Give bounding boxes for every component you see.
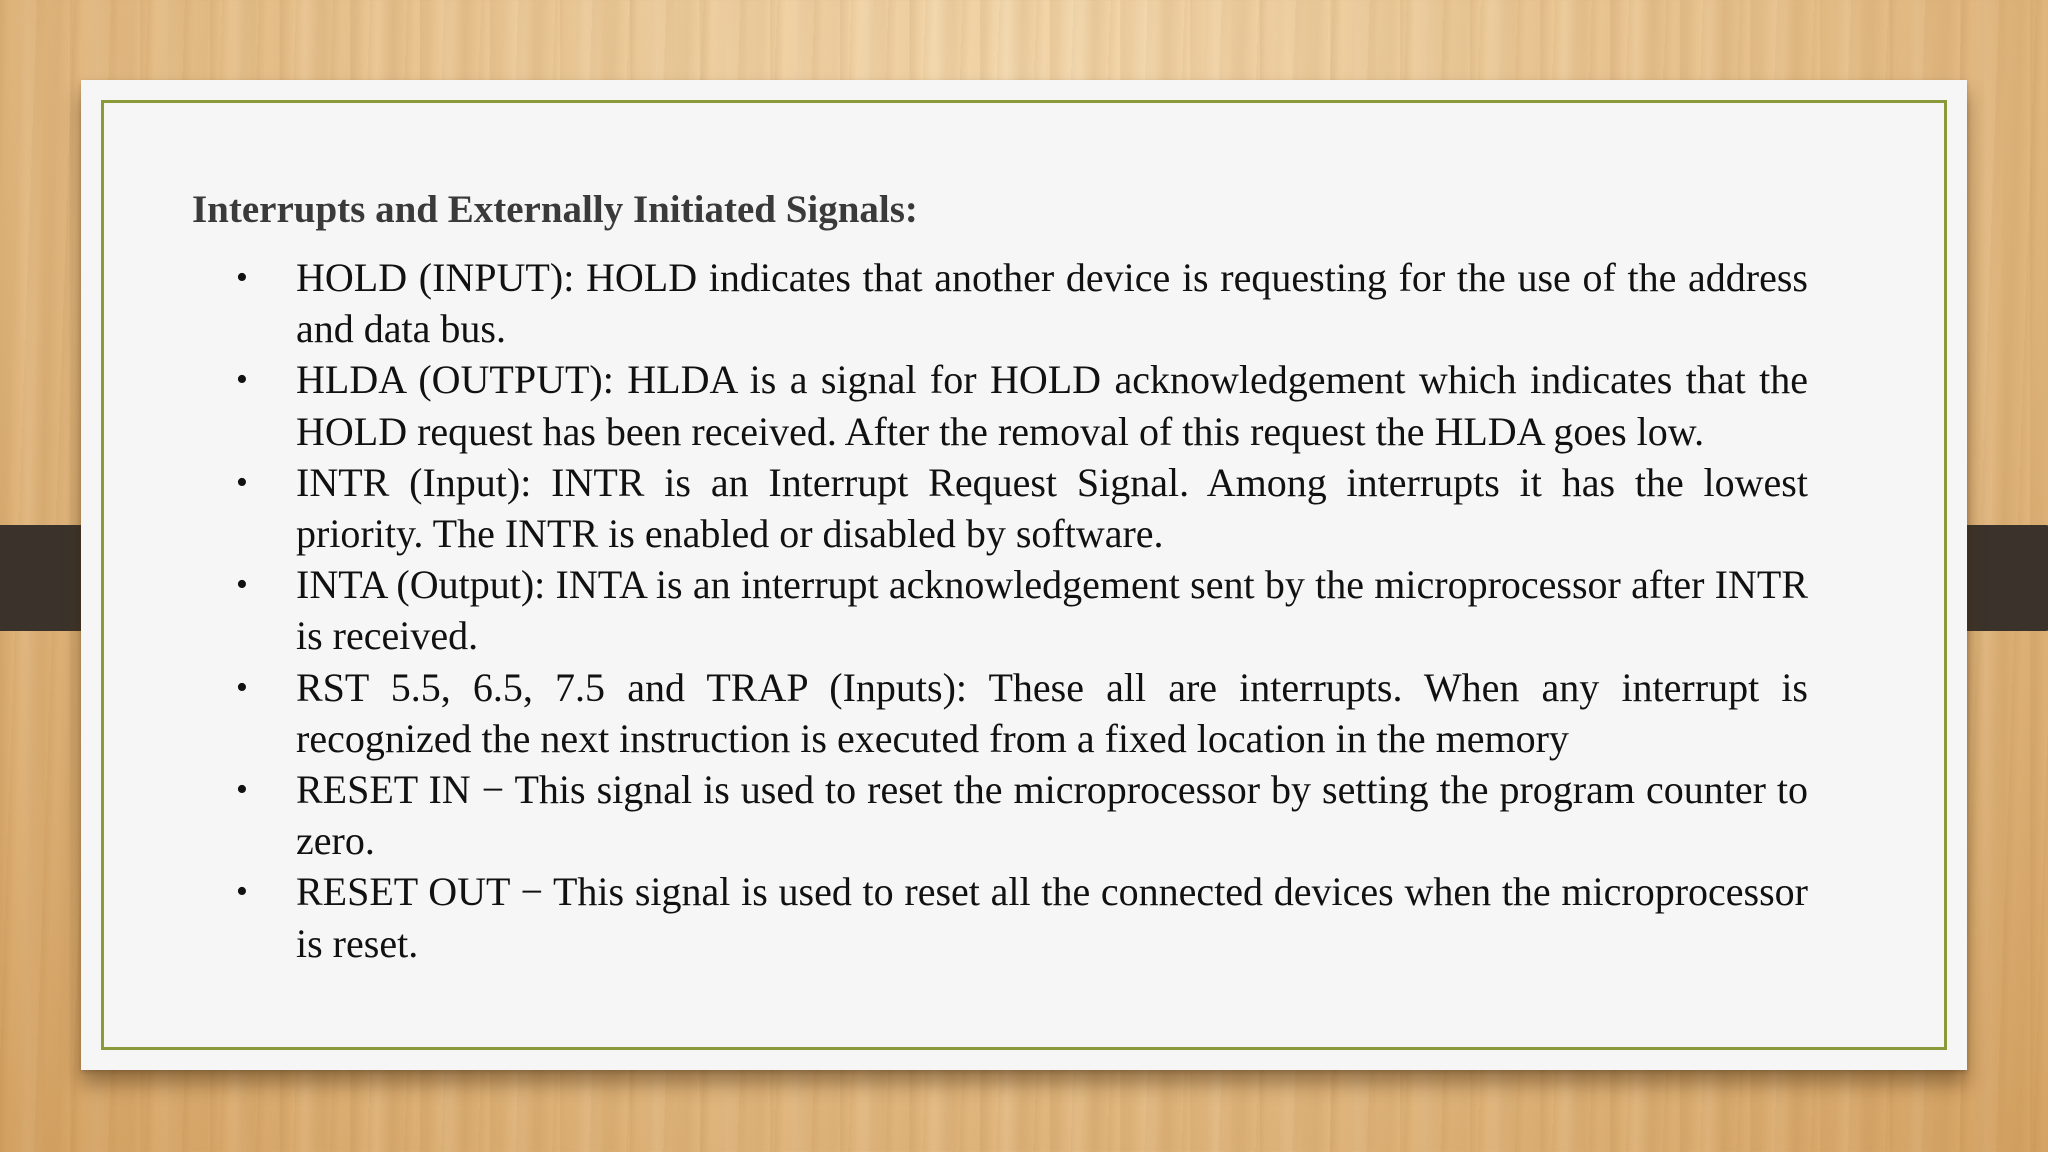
list-item-text: HLDA (OUTPUT): HLDA is a signal for HOLD acknowledgement which indicates that the HOLD request has been received. After the removal of this request the HLDA goes low. <box>296 357 1808 454</box>
signal-list <box>192 252 1808 969</box>
list-item <box>192 354 1808 456</box>
bullet-icon: • <box>236 873 248 911</box>
bullet-icon: • <box>236 566 248 604</box>
bullet-icon: • <box>236 463 248 501</box>
list-item-text: HOLD (INPUT): HOLD indicates that another device is requesting for the use of the address and data bus. <box>296 255 1808 352</box>
list-item-text: RESET IN − This signal is used to reset the microprocessor by setting the program counter to zero. <box>296 767 1808 864</box>
list-item <box>192 662 1808 764</box>
bullet-icon: • <box>236 259 248 296</box>
list-item <box>192 559 1808 661</box>
list-item <box>192 457 1808 559</box>
list-item <box>192 252 1808 354</box>
slide-heading: Interrupts and Externally Initiated Signals: <box>192 188 918 231</box>
list-item-text: RESET OUT − This signal is used to reset all the connected devices when the microprocessor is reset. <box>296 869 1808 966</box>
bullet-icon: • <box>236 668 248 706</box>
list-item-text: INTA (Output): INTA is an interrupt acknowledgement sent by the microprocessor after INTR is received. <box>296 562 1808 659</box>
list-item-text: INTR (Input): INTR is an Interrupt Request Signal. Among interrupts it has the lowest priority. The INTR is enabled or disabled by software. <box>296 459 1808 557</box>
bullet-icon: • <box>236 771 248 809</box>
list-item <box>192 764 1808 866</box>
list-item <box>192 866 1808 968</box>
slide-content <box>192 180 1808 969</box>
bullet-icon: • <box>236 361 248 399</box>
list-item-text: RST 5.5, 6.5, 7.5 and TRAP (Inputs): These all are interrupts. When any interrupt is recognized the next instruction is executed from a fixed location in the memory <box>296 664 1808 761</box>
